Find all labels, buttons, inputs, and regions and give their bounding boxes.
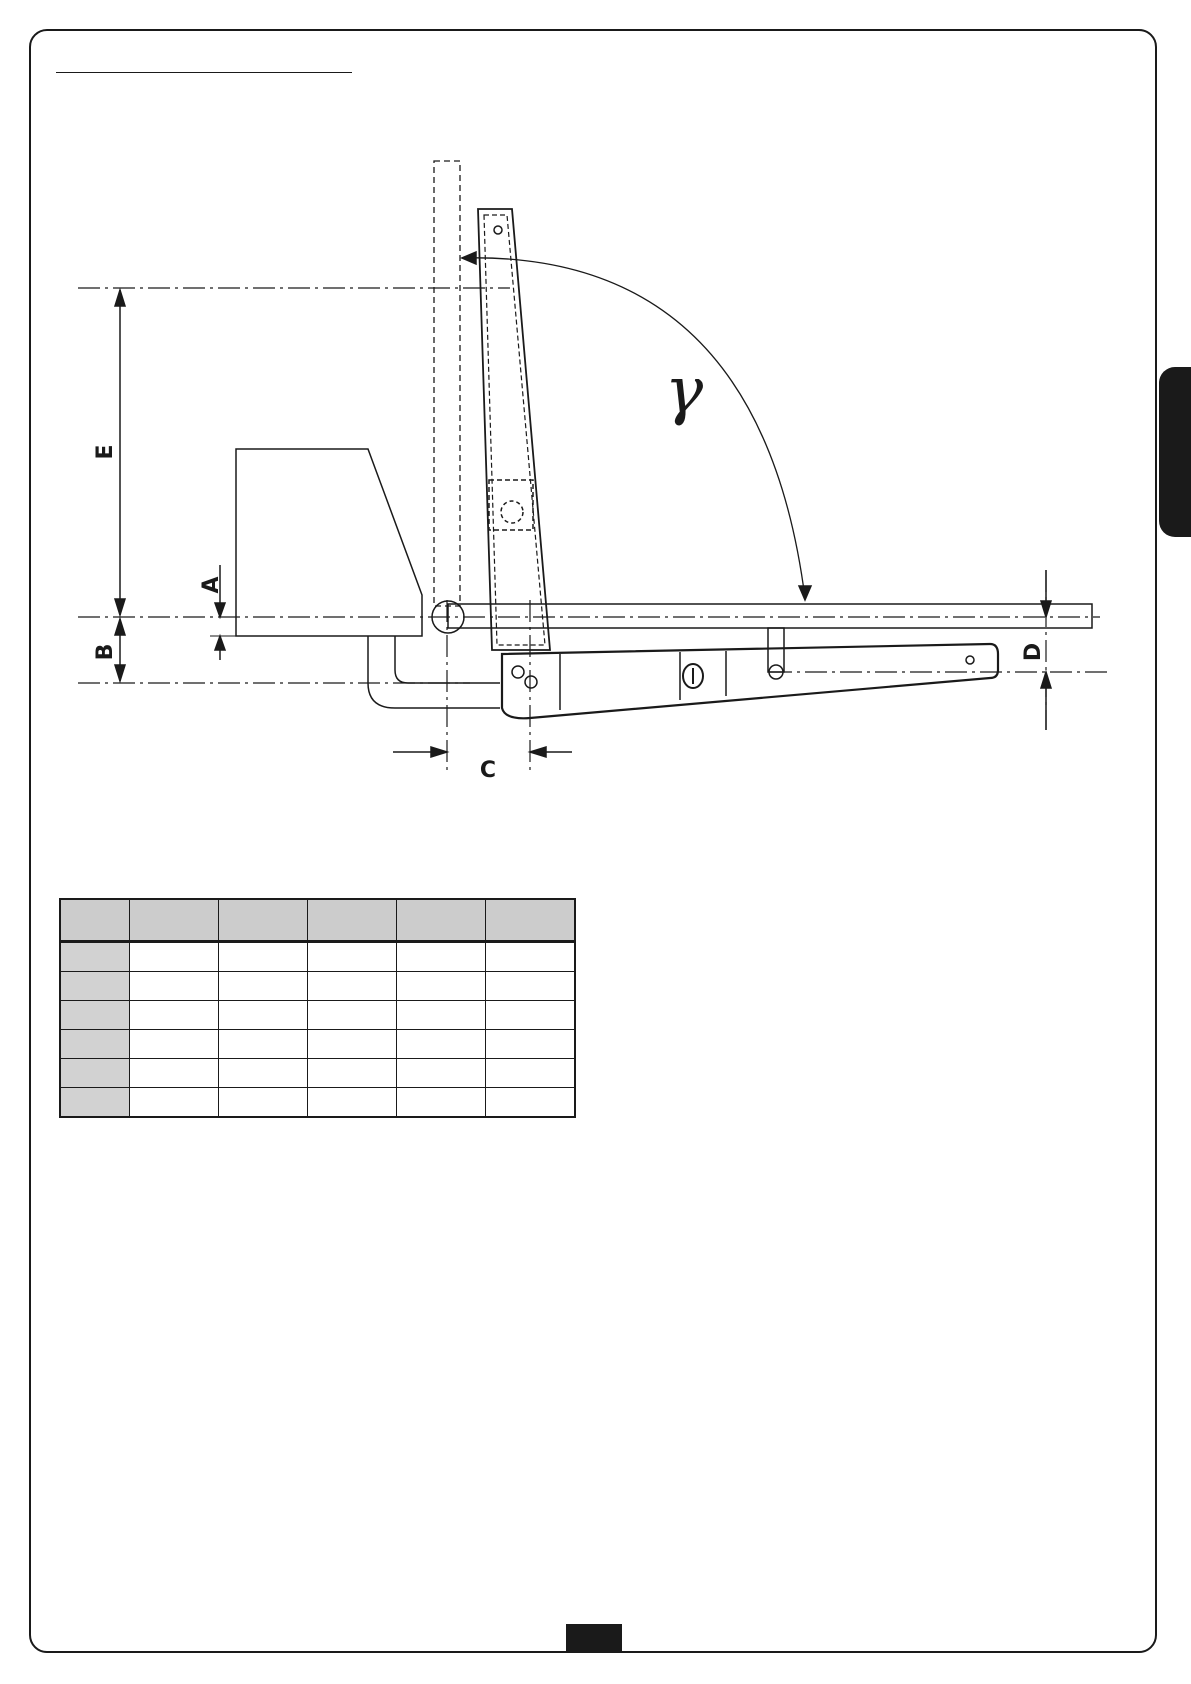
- arm-closed-pin-1: [512, 666, 524, 678]
- table-cell: [397, 1030, 486, 1059]
- table-header-cell: [130, 899, 219, 942]
- table-cell: [219, 1030, 308, 1059]
- table-row: [60, 1030, 575, 1059]
- table-cell: [397, 972, 486, 1001]
- table-row-head: [60, 1059, 130, 1088]
- arm-closed-pin-2: [525, 676, 537, 688]
- table-cell: [397, 1001, 486, 1030]
- table-cell: [130, 1059, 219, 1088]
- table-cell: [486, 1059, 576, 1088]
- table-header-cell: [60, 899, 130, 942]
- gate-leaf-closed: [448, 604, 1092, 628]
- table-header-cell: [308, 899, 397, 942]
- arc-arrow-top: [462, 252, 476, 264]
- table-cell: [308, 1001, 397, 1030]
- table-cell: [130, 972, 219, 1001]
- label-c: C: [479, 758, 497, 783]
- table-row: [60, 1059, 575, 1088]
- table-row-head: [60, 1030, 130, 1059]
- dimension-c: [393, 747, 572, 757]
- table-cell: [308, 942, 397, 972]
- table-cell: [486, 972, 576, 1001]
- table-row-head: [60, 972, 130, 1001]
- table-cell: [486, 1030, 576, 1059]
- table-cell: [486, 1088, 576, 1118]
- arc-arrow-bottom: [799, 586, 811, 600]
- table-header-row: [60, 899, 575, 942]
- table-row-head: [60, 1001, 130, 1030]
- table-cell: [219, 1001, 308, 1030]
- table-cell: [308, 1059, 397, 1088]
- pillar: [236, 449, 422, 636]
- label-a: A: [199, 576, 224, 594]
- table-cell: [308, 1030, 397, 1059]
- label-d: D: [1021, 642, 1046, 662]
- label-gamma: γ: [664, 354, 704, 428]
- table-row: [60, 1088, 575, 1118]
- table-row: [60, 942, 575, 972]
- arm-open-top-hole: [494, 226, 502, 234]
- table-row-head: [60, 1088, 130, 1118]
- dimension-table: [59, 898, 576, 1118]
- table-cell: [130, 1088, 219, 1118]
- label-b: B: [93, 643, 118, 661]
- table-cell: [397, 1088, 486, 1118]
- table-cell: [219, 1059, 308, 1088]
- table-cell: [397, 942, 486, 972]
- table-row: [60, 1001, 575, 1030]
- operator-arm-open: [478, 209, 550, 650]
- table-cell: [130, 1001, 219, 1030]
- table-cell: [219, 1088, 308, 1118]
- table-cell: [219, 942, 308, 972]
- table-cell: [486, 1001, 576, 1030]
- opening-angle-arc: [462, 258, 805, 598]
- table-header-cell: [486, 899, 576, 942]
- table-header-cell: [397, 899, 486, 942]
- table-row: [60, 972, 575, 1001]
- arm-open-joint-pin: [501, 501, 523, 523]
- table-cell: [130, 942, 219, 972]
- table-cell: [397, 1059, 486, 1088]
- table-header-cell: [219, 899, 308, 942]
- operator-arm-closed: [502, 628, 998, 718]
- table-row-head: [60, 942, 130, 972]
- table-cell: [130, 1030, 219, 1059]
- reference-lines: [78, 288, 1108, 772]
- arm-closed-end-hole: [966, 656, 974, 664]
- motor-bracket: [368, 636, 500, 708]
- table-cell: [308, 1088, 397, 1118]
- table-cell: [219, 972, 308, 1001]
- table-cell: [486, 942, 576, 972]
- arm-open-joint: [489, 480, 533, 530]
- gate-leaf-open: [434, 161, 460, 606]
- table-cell: [308, 972, 397, 1001]
- label-e: E: [93, 444, 118, 460]
